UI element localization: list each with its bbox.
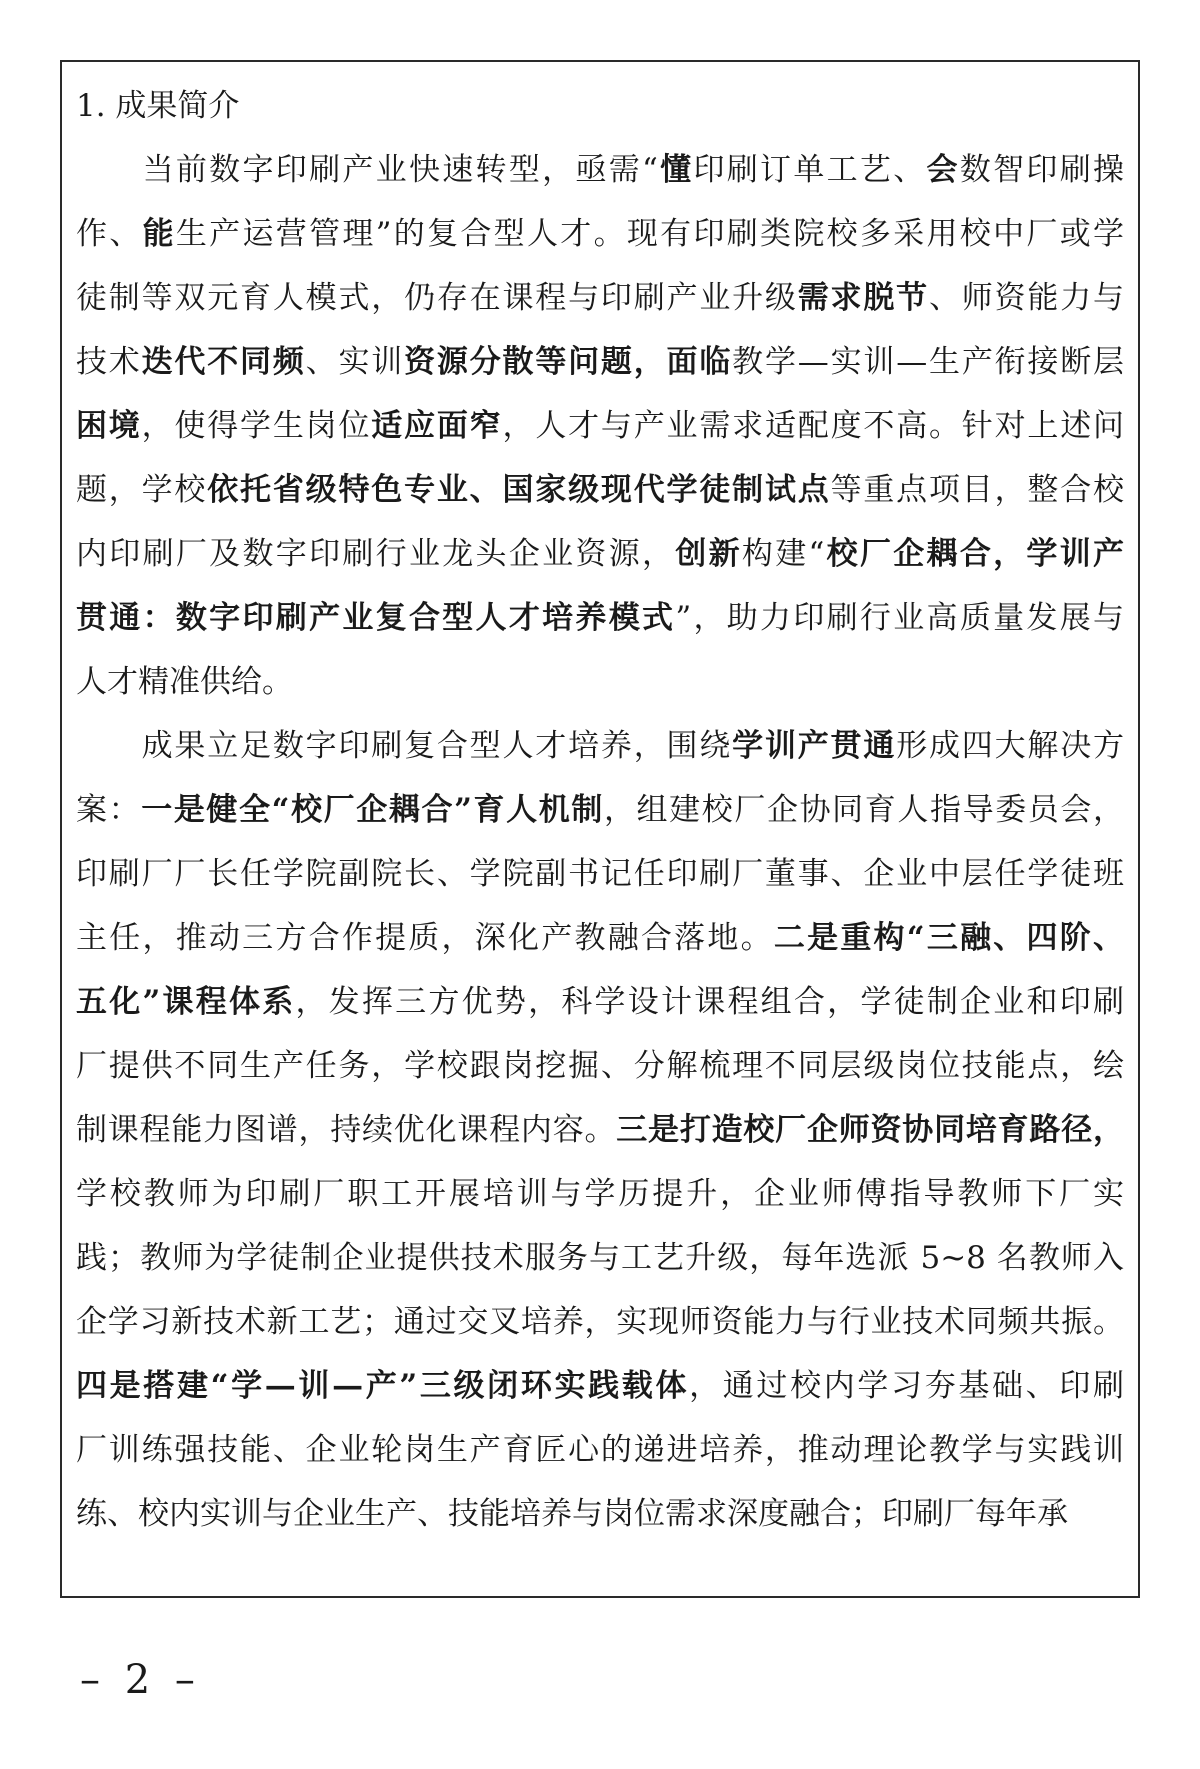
text-line — [76, 1162, 1124, 1226]
text-run: 生产运营管理”的复合型人才。现有印刷类院校多采用校中厂或学 — [175, 216, 1124, 252]
bold-text: 五化”课程体系 — [76, 984, 296, 1020]
text-line — [76, 650, 1124, 714]
text-line — [76, 970, 1124, 1034]
text-run: ”，助力印刷行业高质量发展与 — [675, 600, 1124, 636]
text-run: 徒制等双元育人模式，仍存在课程与印刷产业升级 — [76, 280, 798, 316]
text-run: 制课程能力图谱，持续优化课程内容。 — [76, 1112, 617, 1148]
text-line — [76, 1482, 1124, 1546]
text-run: 题，学校 — [76, 472, 208, 508]
text-run: 学校教师为印刷厂职工开展培训与学历提升，企业师傅指导教师下厂实 — [76, 1176, 1124, 1212]
bold-text: 三是打造校厂企师资协同培育路径， — [616, 1112, 1124, 1148]
text-line — [76, 330, 1124, 394]
text-line — [76, 202, 1124, 266]
text-line — [76, 522, 1124, 586]
bold-text: 一是健全“校厂企耦合”育人机制 — [141, 792, 604, 828]
text-run: 印刷订单工艺、 — [693, 152, 927, 188]
text-run: 教学—实训—生产衔接断层 — [732, 344, 1125, 380]
page-number: – 2 – — [80, 1657, 201, 1703]
paragraph — [76, 138, 1124, 714]
text-run: 当前数字印刷产业快速转型，亟需“ — [76, 152, 658, 188]
content-box — [60, 60, 1140, 1598]
bold-text: 适应面窄 — [371, 408, 503, 444]
text-run: 企学习新技术新工艺；通过交叉培养，实现师资能力与行业技术同频共振。 — [76, 1304, 1124, 1340]
text-run: 练、校内实训与企业生产、技能培养与岗位需求深度融合；印刷厂每年承 — [76, 1496, 1068, 1532]
text-line — [76, 1034, 1124, 1098]
bold-text: 懂 — [657, 152, 694, 188]
text-run: 技术 — [76, 344, 142, 380]
bold-text: 学训产贯通 — [732, 728, 897, 764]
text-run: 等重点项目，整合校 — [830, 472, 1125, 508]
text-line — [76, 1098, 1124, 1162]
body-text — [76, 138, 1124, 1546]
text-run: ，发挥三方优势，科学设计课程组合，学徒制企业和印刷 — [295, 984, 1124, 1020]
text-run: ，通过校内学习夯基础、印刷 — [689, 1368, 1124, 1404]
text-run: 、师资能力与 — [928, 280, 1125, 316]
bold-text: 需求脱节 — [797, 280, 929, 316]
bold-text: 困境 — [76, 408, 142, 444]
text-run: 印刷厂厂长任学院副院长、学院副书记任印刷厂董事、企业中层任学徒班 — [76, 856, 1124, 892]
bold-text: 依托省级特色专业、国家级现代学徒制试点 — [207, 472, 831, 508]
text-line — [76, 1226, 1124, 1290]
text-run: 践；教师为学徒制企业提供技术服务与工艺升级，每年选派 5~8 名教师入 — [76, 1240, 1124, 1276]
bold-text: 二是重构“三融、四阶、 — [773, 920, 1124, 956]
text-line — [76, 1418, 1124, 1482]
text-run: 作、 — [76, 216, 143, 252]
text-run: ，人才与产业需求适配度不高。针对上述问 — [502, 408, 1125, 444]
text-line — [76, 586, 1124, 650]
bold-text: 资源分散等问题，面临 — [404, 344, 733, 380]
text-line — [76, 138, 1124, 202]
text-line — [76, 266, 1124, 330]
text-run: 主任，推动三方合作提质，深化产教融合落地。 — [76, 920, 774, 956]
text-run: 成果立足数字印刷复合型人才培养，围绕 — [76, 728, 733, 764]
text-run: 案： — [76, 792, 142, 828]
text-run: 构建“ — [741, 536, 825, 572]
text-run: ，组建校厂企协同育人指导委员会， — [603, 792, 1125, 828]
text-run: 数智印刷操 — [959, 152, 1125, 188]
text-line — [76, 394, 1124, 458]
text-line — [76, 458, 1124, 522]
text-run: ，使得学生岗位 — [141, 408, 372, 444]
text-run: 内印刷厂及数字印刷行业龙头企业资源， — [76, 536, 676, 572]
text-line — [76, 1290, 1124, 1354]
text-run: 厂训练强技能、企业轮岗生产育匠心的递进培养，推动理论教学与实践训 — [76, 1432, 1124, 1468]
bold-text: 四是搭建“学—训—产”三级闭环实践载体 — [76, 1368, 690, 1404]
text-line — [76, 1354, 1124, 1418]
text-run: 、实训 — [305, 344, 405, 380]
bold-text: 迭代不同频 — [141, 344, 306, 380]
text-run: 形成四大解决方 — [896, 728, 1125, 764]
text-run: 人才精准供给。 — [76, 664, 293, 700]
bold-text: 能 — [142, 216, 176, 252]
bold-text: 创新 — [675, 536, 742, 572]
paragraph — [76, 714, 1124, 1546]
bold-text: 贯通：数字印刷产业复合型人才培养模式 — [76, 600, 676, 636]
text-line — [76, 906, 1124, 970]
text-run: 厂提供不同生产任务，学校跟岗挖掘、分解梳理不同层级岗位技能点，绘 — [76, 1048, 1124, 1084]
text-line — [76, 714, 1124, 778]
text-line — [76, 842, 1124, 906]
bold-text: 会 — [926, 152, 960, 188]
text-line — [76, 778, 1124, 842]
section-title: 1. 成果简介 — [76, 88, 240, 124]
bold-text: 校厂企耦合，学训产 — [824, 536, 1125, 572]
